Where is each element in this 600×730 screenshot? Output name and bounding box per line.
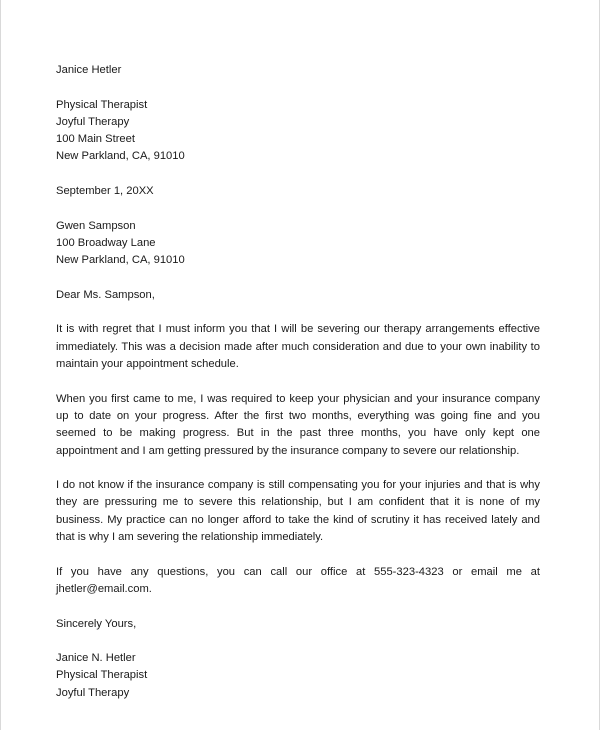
paragraph-2: When you first came to me, I was required to keep your physician and your insurance company up to date on your progress. After the first two months, everything was going fine and you seemed to be making progress. But in the past three months, you have only kept one appointment and I am getting pressured by the insurance company to severe our relationship. xyxy=(56,392,540,457)
signature-block xyxy=(56,650,540,702)
letter-body xyxy=(56,62,540,702)
recipient-address-block xyxy=(56,218,540,270)
paragraph-1: It is with regret that I must inform you that I will be severing our therapy arrangements effective immediately. This was a decision made after much consideration and due to your own inability to maintain your appointment schedule. xyxy=(56,323,540,371)
sender-address-block xyxy=(56,97,540,166)
signature-name: Janice N. Hetler xyxy=(56,652,136,665)
paragraph-3: I do not know if the insurance company is still compensating you for your injuries and that is why they are pressuring me to severe this relationship, but I am confident that it is none of my business. My practice can no longer afford to take the kind of scrutiny it has received lately and that is why I am severing the relationship immediately. xyxy=(56,479,540,544)
closing: Sincerely Yours, xyxy=(56,617,137,630)
recipient-name: Gwen Sampson xyxy=(56,219,136,232)
sender-street: 100 Main Street xyxy=(56,133,135,146)
letter-date: September 1, 20XX xyxy=(56,185,154,198)
sender-name-block xyxy=(56,62,540,79)
sender-city: New Parkland, CA, 91010 xyxy=(56,150,185,163)
paragraph-4: If you have any questions, you can call our office at 555-323-4323 or email me at jhetler@email.com. xyxy=(56,565,540,595)
salutation: Dear Ms. Sampson, xyxy=(56,288,155,301)
signature-company: Joyful Therapy xyxy=(56,686,130,699)
sender-name: Janice Hetler xyxy=(56,64,122,76)
signature-title: Physical Therapist xyxy=(56,669,148,682)
sender-title: Physical Therapist xyxy=(56,98,148,111)
recipient-street: 100 Broadway Lane xyxy=(56,236,156,249)
recipient-city: New Parkland, CA, 91010 xyxy=(56,254,185,267)
page-border-left xyxy=(0,0,1,730)
sender-company: Joyful Therapy xyxy=(56,115,130,128)
